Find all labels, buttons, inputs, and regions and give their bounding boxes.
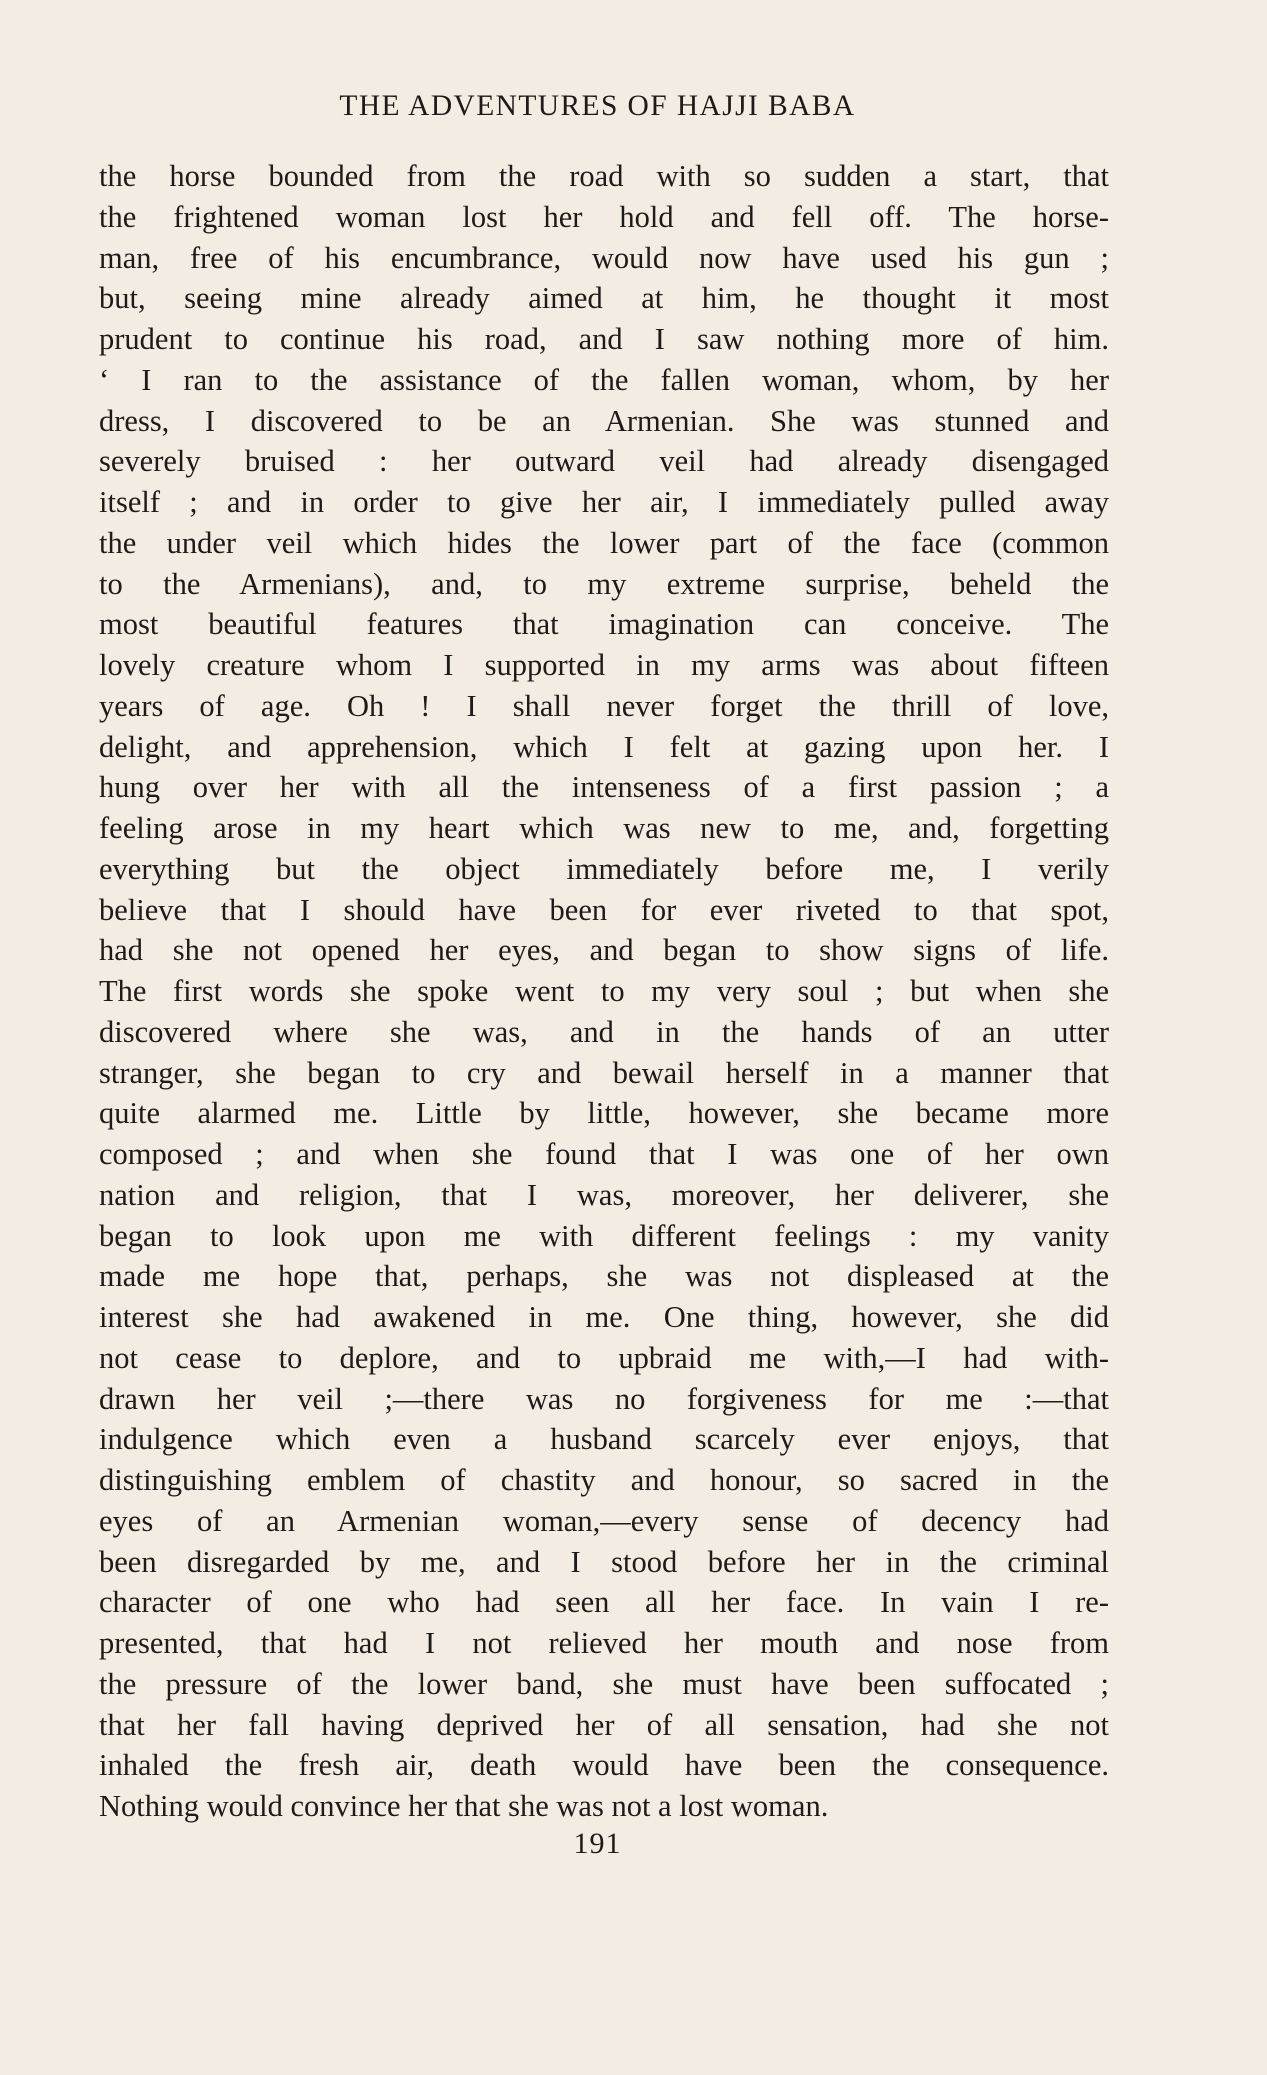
text-line: stranger, she began to cry and bewail herself in a manner that bbox=[99, 1055, 1109, 1090]
text-line: had she not opened her eyes, and began to show signs of life. bbox=[99, 933, 1109, 968]
text-line: distinguishing emblem of chastity and honour, so sacred in the bbox=[99, 1463, 1109, 1497]
text-line: quite alarmed me. Little by little, however, she became more bbox=[99, 1096, 1109, 1131]
text-line: made me hope that, perhaps, she was not displeased at the bbox=[99, 1259, 1109, 1294]
text-line: began to look upon me with different feelings : my vanity bbox=[99, 1218, 1109, 1253]
text-line: The first words she spoke went to my very soul ; but when she bbox=[99, 974, 1109, 1008]
text-line: itself ; and in order to give her air, I immediately pulled away bbox=[99, 485, 1109, 519]
text-line: discovered where she was, and in the hands of an utter bbox=[99, 1014, 1109, 1049]
text-line: dress, I discovered to be an Armenian. She was stunned and bbox=[99, 403, 1109, 438]
text-line: indulgence which even a husband scarcely ever enjoys, that bbox=[99, 1422, 1109, 1457]
text-line: prudent to continue his road, and I saw nothing more of him. bbox=[99, 322, 1109, 356]
text-line: feeling arose in my heart which was new to me, and, forgetting bbox=[99, 811, 1109, 845]
text-line: man, free of his encumbrance, would now have used his gun ; bbox=[99, 240, 1109, 275]
text-line: that her fall having deprived her of all sensation, had she not bbox=[99, 1707, 1109, 1742]
text-line: eyes of an Armenian woman,—every sense of decency had bbox=[99, 1503, 1109, 1538]
text-line: delight, and apprehension, which I felt at gazing upon her. I bbox=[99, 729, 1109, 764]
text-line: been disregarded by me, and I stood before her in the criminal bbox=[99, 1544, 1109, 1579]
text-line: but, seeing mine already aimed at him, he thought it most bbox=[99, 281, 1109, 316]
text-line: most beautiful features that imagination can conceive. The bbox=[99, 607, 1109, 642]
text-line: severely bruised : her outward veil had already disengaged bbox=[99, 444, 1109, 479]
text-line: the horse bounded from the road with so sudden a start, that bbox=[99, 159, 1109, 193]
text-line: interest she had awakened in me. One thing, however, she did bbox=[99, 1300, 1109, 1334]
text-line: years of age. Oh ! I shall never forget the thrill of love, bbox=[99, 688, 1109, 723]
text-line: believe that I should have been for ever riveted to that spot, bbox=[99, 892, 1109, 927]
text-line: Nothing would convince her that she was not a lost woman. bbox=[99, 1789, 829, 1823]
text-line: not cease to deplore, and to upbraid me with,—I had with- bbox=[99, 1340, 1109, 1375]
text-line: to the Armenians), and, to my extreme surprise, beheld the bbox=[99, 566, 1109, 601]
text-line: inhaled the fresh air, death would have been the consequence. bbox=[99, 1748, 1109, 1783]
text-line: everything but the object immediately before me, I verily bbox=[99, 851, 1109, 886]
text-line: composed ; and when she found that I was one of her own bbox=[99, 1137, 1109, 1171]
text-line: drawn her veil ;—there was no forgiveness for me :—that bbox=[99, 1381, 1109, 1416]
body-text bbox=[99, 156, 1109, 1827]
text-line: character of one who had seen all her face. In vain I re- bbox=[99, 1585, 1109, 1620]
text-line: the frightened woman lost her hold and fell off. The horse- bbox=[99, 199, 1109, 234]
text-line: ‘ I ran to the assistance of the fallen woman, whom, by her bbox=[99, 362, 1109, 397]
text-line: nation and religion, that I was, moreover, her deliverer, she bbox=[99, 1177, 1109, 1212]
text-line: the pressure of the lower band, she must have been suffocated ; bbox=[99, 1666, 1109, 1701]
page-number: 191 bbox=[573, 1827, 622, 1860]
text-line: the under veil which hides the lower part of the face (common bbox=[99, 525, 1109, 560]
text-line: lovely creature whom I supported in my arms was about fifteen bbox=[99, 648, 1109, 682]
text-line: hung over her with all the intenseness of a first passion ; a bbox=[99, 770, 1109, 805]
text-line: presented, that had I not relieved her mouth and nose from bbox=[99, 1626, 1109, 1660]
running-head: THE ADVENTURES OF HAJJI BABA bbox=[339, 90, 856, 122]
